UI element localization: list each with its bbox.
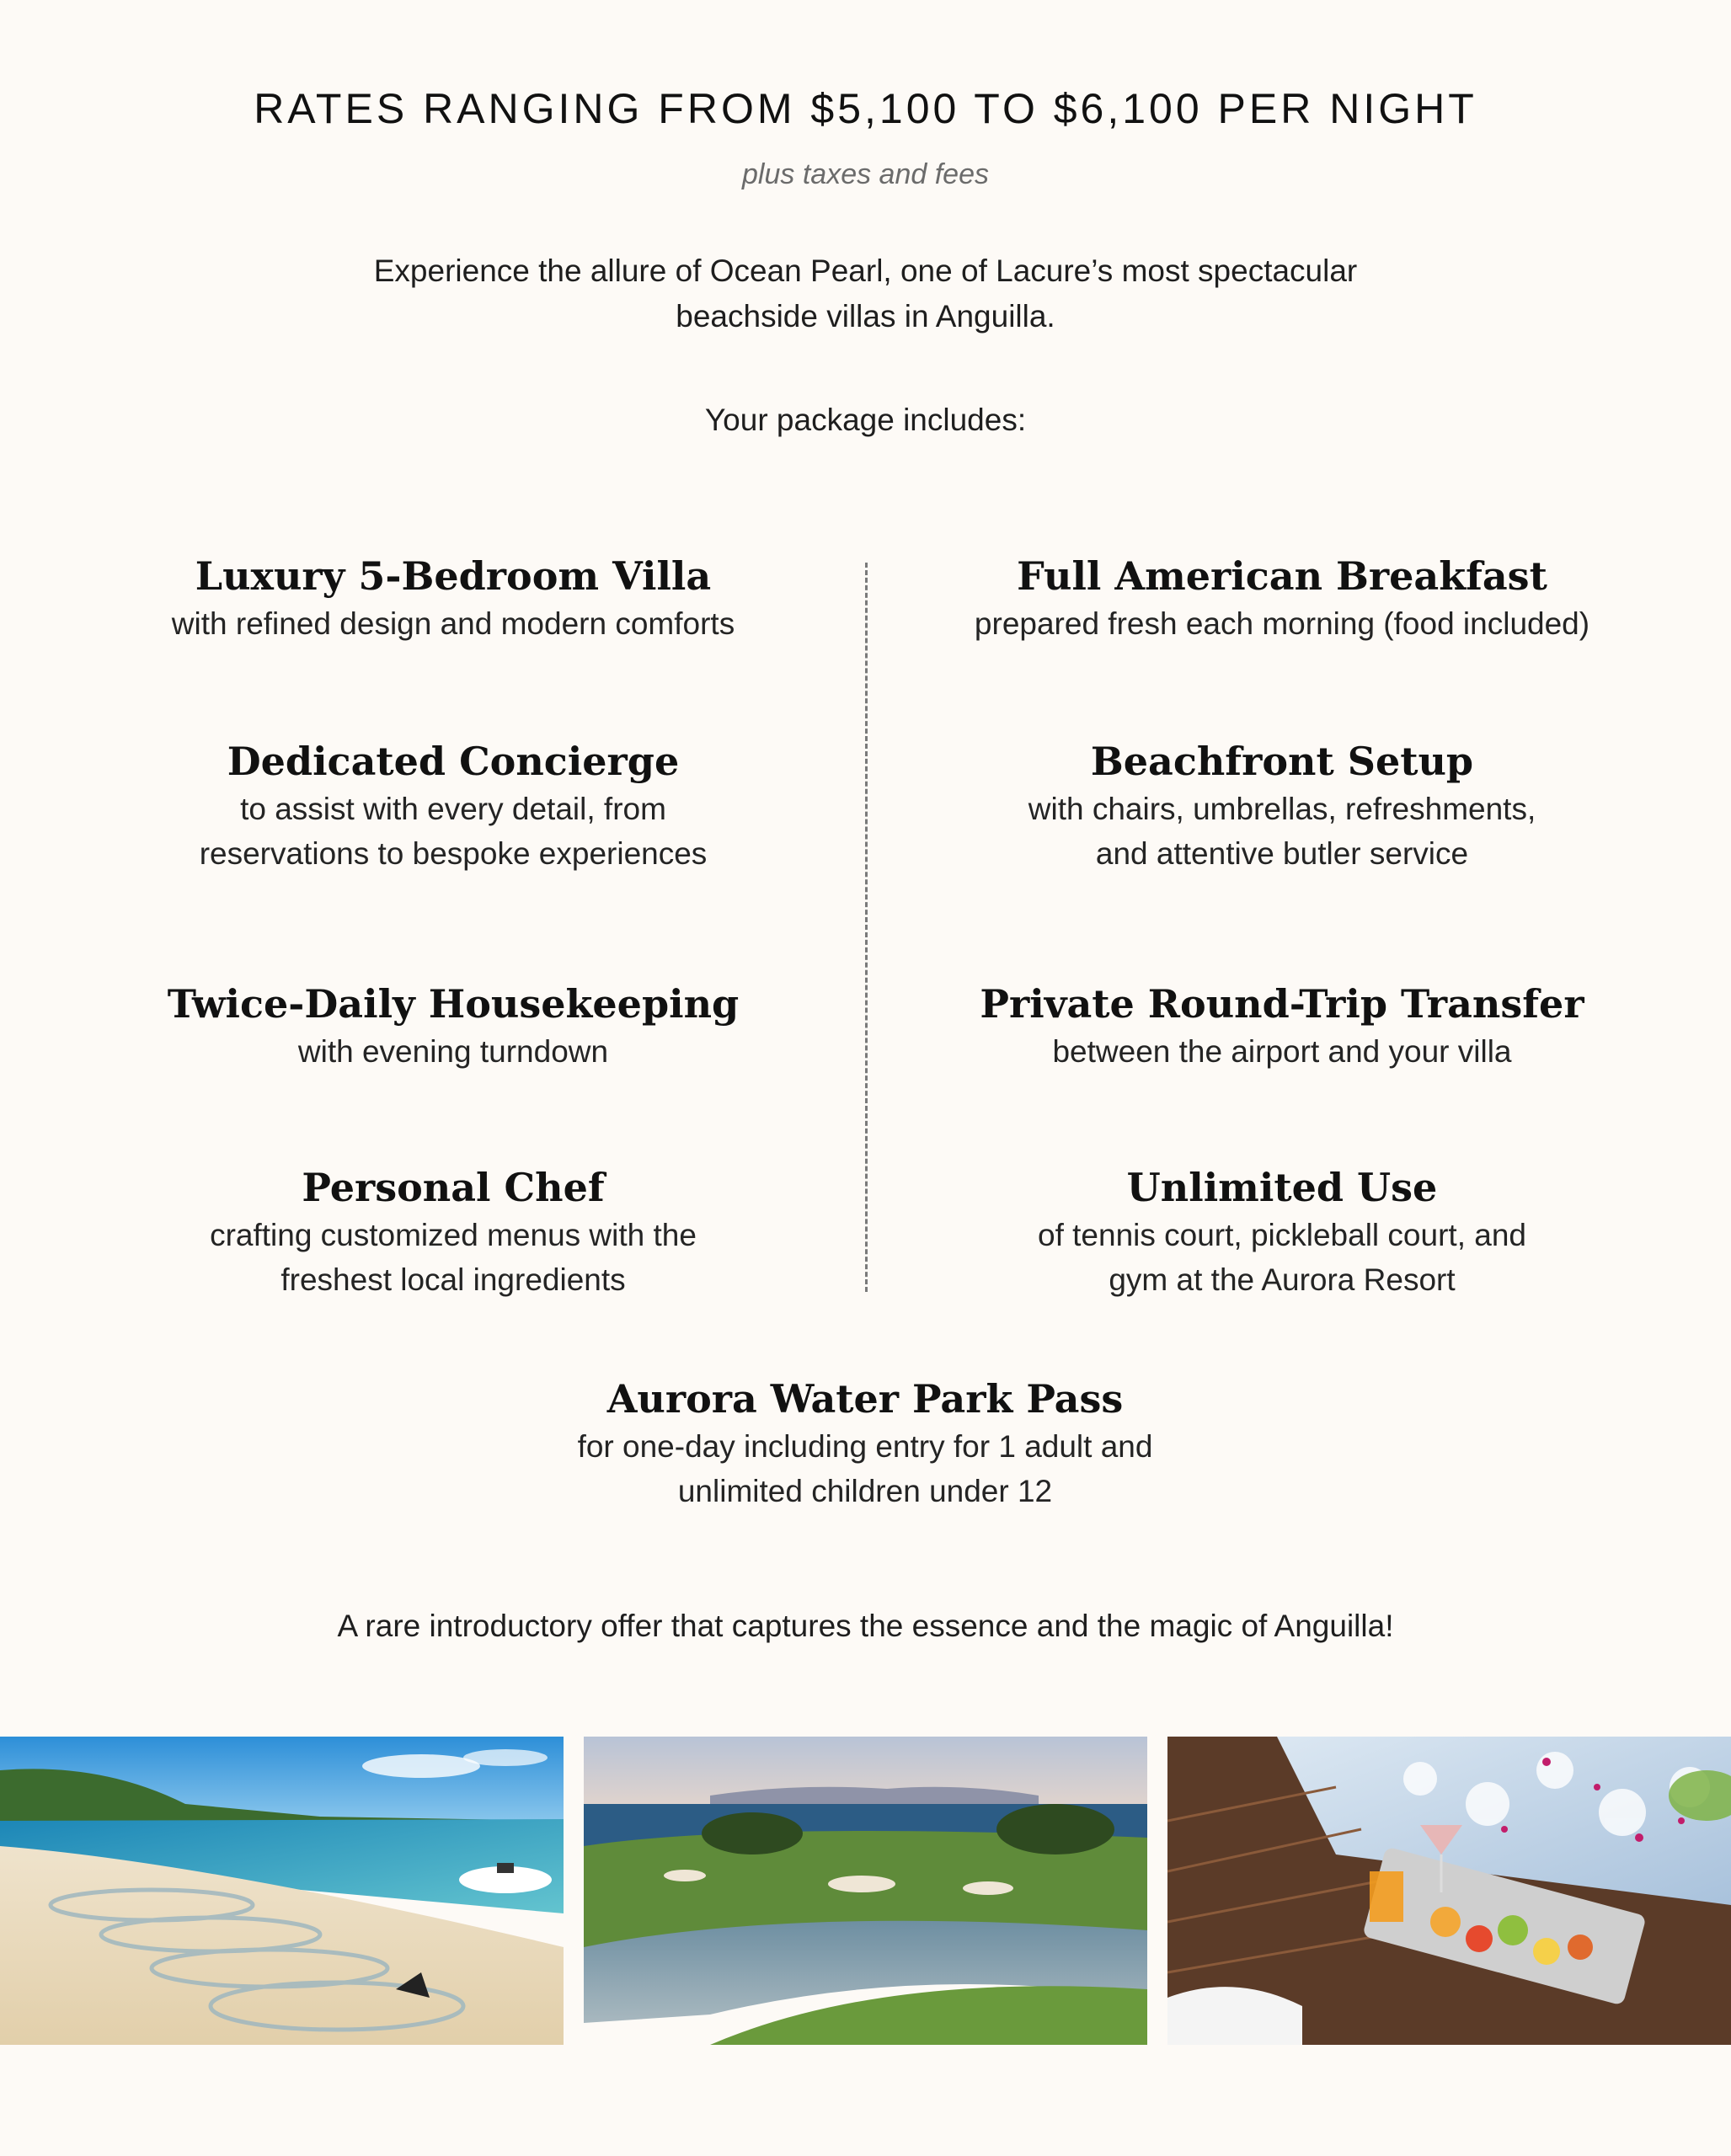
feature-housekeeping xyxy=(91,979,815,1074)
beach-kayaks-photo xyxy=(0,1737,564,2045)
feature-desc: gym at the Aurora Resort xyxy=(1109,1262,1456,1297)
feature-desc: prepared fresh each morning (food included) xyxy=(974,606,1590,641)
golf-course-photo xyxy=(584,1737,1147,2045)
feature-unlimited-use xyxy=(920,1162,1644,1302)
feature-desc: and attentive butler service xyxy=(1095,836,1469,871)
feature-title: Twice-Daily Housekeeping xyxy=(167,981,740,1027)
feature-title: Full American Breakfast xyxy=(1017,553,1547,599)
rate-note: plus taxes and fees xyxy=(742,158,989,190)
intro-line: beachside villas in Anguilla. xyxy=(676,299,1055,334)
feature-beachfront xyxy=(920,736,1644,876)
jacuzzi-fruit-photo xyxy=(1167,1737,1731,2045)
feature-desc: for one-day including entry for 1 adult and xyxy=(577,1429,1153,1464)
feature-desc: freshest local ingredients xyxy=(280,1262,626,1297)
feature-transfer xyxy=(920,979,1644,1074)
feature-desc: with evening turndown xyxy=(297,1034,609,1069)
feature-concierge xyxy=(91,736,815,876)
closing-statement: A rare introductory offer that captures the essence and the magic of Anguilla! xyxy=(337,1609,1394,1643)
feature-title: Aurora Water Park Pass xyxy=(606,1376,1124,1422)
column-divider xyxy=(865,563,868,1292)
feature-breakfast xyxy=(920,551,1644,646)
feature-chef xyxy=(91,1162,815,1302)
feature-title: Beachfront Setup xyxy=(1090,739,1474,784)
intro-paragraph xyxy=(0,248,1731,339)
feature-desc: crafting customized menus with the xyxy=(210,1218,697,1252)
feature-title: Personal Chef xyxy=(302,1165,605,1210)
feature-water-park xyxy=(503,1374,1227,1513)
feature-luxury-villa xyxy=(91,551,815,646)
feature-title: Luxury 5-Bedroom Villa xyxy=(195,553,712,599)
feature-desc: reservations to bespoke experiences xyxy=(199,836,708,871)
feature-desc: with refined design and modern comforts xyxy=(171,606,735,641)
feature-title: Dedicated Concierge xyxy=(227,739,680,784)
feature-desc: of tennis court, pickleball court, and xyxy=(1038,1218,1526,1252)
feature-title: Unlimited Use xyxy=(1126,1165,1438,1210)
feature-desc: with chairs, umbrellas, refreshments, xyxy=(1028,792,1536,826)
rate-headline: RATES RANGING FROM $5,100 TO $6,100 PER NIGHT xyxy=(254,85,1477,132)
feature-desc: to assist with every detail, from xyxy=(240,792,666,826)
feature-desc: unlimited children under 12 xyxy=(677,1474,1053,1508)
feature-desc: between the airport and your villa xyxy=(1052,1034,1512,1069)
intro-line: Experience the allure of Ocean Pearl, one of Lacure’s most spectacular xyxy=(373,253,1358,288)
package-heading: Your package includes: xyxy=(704,403,1027,437)
feature-title: Private Round-Trip Transfer xyxy=(980,981,1584,1027)
